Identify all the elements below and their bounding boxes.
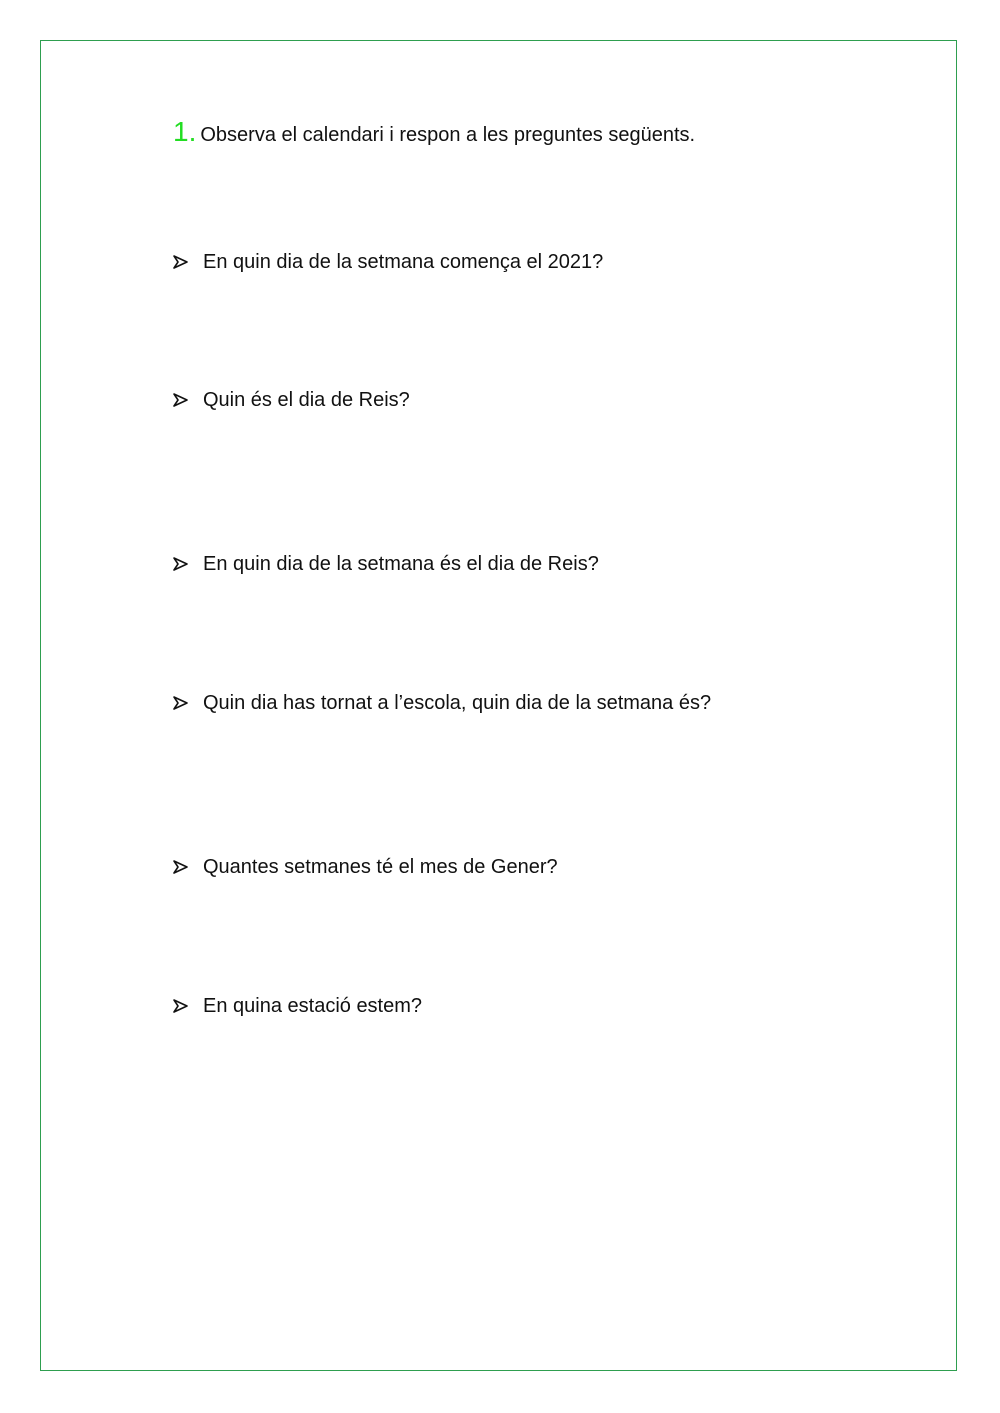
exercise-heading — [173, 118, 695, 146]
arrowhead-bullet-icon — [172, 556, 190, 572]
arrowhead-bullet-icon — [172, 695, 190, 711]
question-6 — [172, 996, 422, 1016]
exercise-number: 1. — [173, 116, 197, 147]
arrowhead-bullet-icon — [172, 998, 190, 1014]
question-text: En quin dia de la setmana és el dia de Reis? — [203, 553, 599, 575]
arrowhead-bullet-icon — [172, 254, 190, 270]
question-text: Quantes setmanes té el mes de Gener? — [203, 856, 558, 878]
arrowhead-bullet-icon — [172, 859, 190, 875]
question-text: En quina estació estem? — [203, 995, 423, 1017]
question-text: Quin és el dia de Reis? — [203, 389, 410, 411]
question-3 — [172, 554, 599, 574]
question-text: En quin dia de la setmana comença el 2021? — [203, 251, 604, 273]
question-text: Quin dia has tornat a l’escola, quin dia de la setmana és? — [203, 692, 712, 714]
question-1 — [172, 252, 603, 272]
exercise-instruction: Observa el calendari i respon a les preguntes següents. — [200, 124, 696, 146]
arrowhead-bullet-icon — [172, 392, 190, 408]
question-5 — [172, 857, 558, 877]
question-2 — [172, 390, 410, 410]
question-4 — [172, 693, 711, 713]
